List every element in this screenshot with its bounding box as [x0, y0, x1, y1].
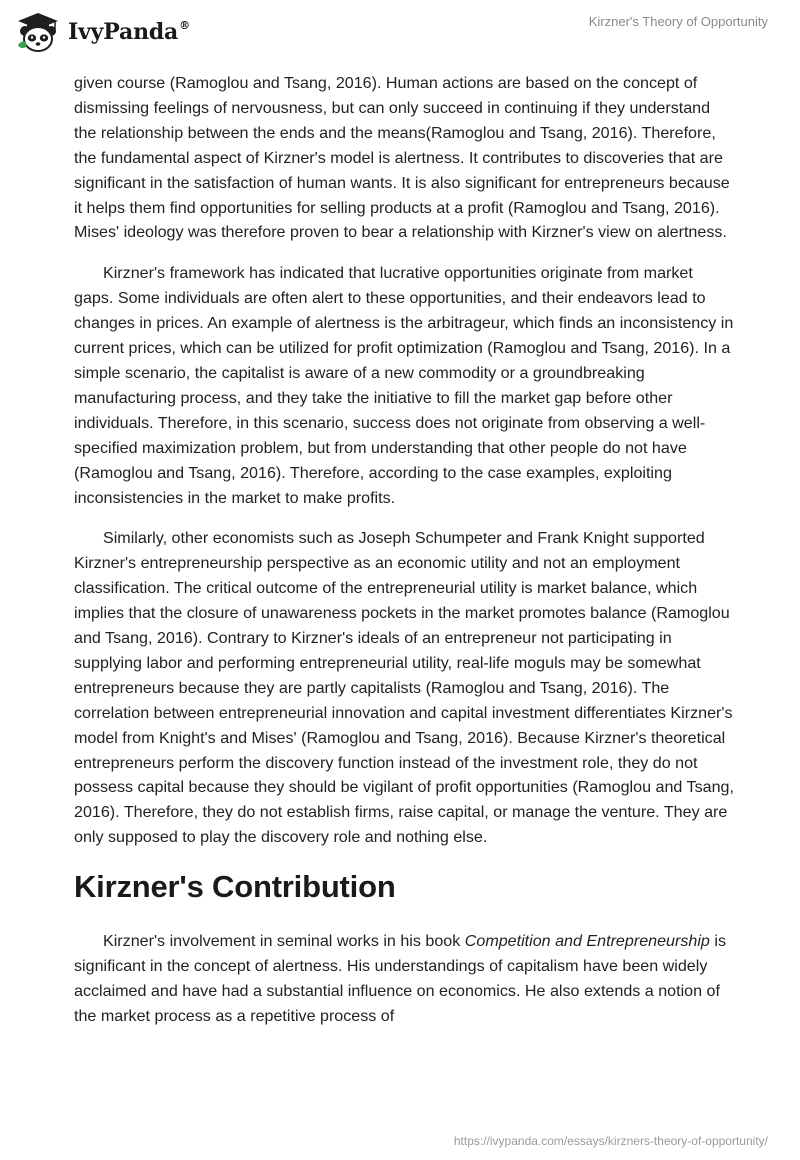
paragraph-lead: Kirzner's involvement in seminal works in his book: [103, 932, 465, 951]
essay-body: [74, 71, 734, 1045]
brand-name: IvyPanda®: [68, 18, 190, 45]
paragraph: [74, 929, 734, 1029]
document-title: Kirzner's Theory of Opportunity: [588, 14, 768, 29]
ivypanda-logo[interactable]: [14, 11, 190, 53]
section-heading: Kirzner's Contribution: [74, 869, 396, 905]
paragraph: Similarly, other economists such as Joseph Schumpeter and Frank Knight supported Kirzner's entrepreneurship perspective as an economic utility and not an employment classification. The critical outcome of the entrepreneurial utility is market balance, which implies that the closure of unawareness pockets in the market promotes balance (Ramoglou and Tsang, 2016). Contrary to Kirzner's ideals of an entrepreneur not participating in supplying labor and performing entrepreneurial utility, real-life moguls may be somewhat entrepreneurs because they are partly capitalists (Ramoglou and Tsang, 2016). The correlation between entrepreneurial innovation and capital investment differentiates Kirzner's model from Knight's and Mises' (Ramoglou and Tsang, 2016). Because Kirzner's theoretical entrepreneurs perform the discovery function instead of the investment role, they do not possess capital because they should be vigilant of profit opportunities (Ramoglou and Tsang, 2016). Therefore, they do not establish firms, raise capital, or manage the venture. They are only supposed to play the discovery role and nothing else.: [74, 529, 734, 847]
panda-graduate-icon: [14, 11, 62, 53]
page-header: [0, 0, 800, 70]
book-title: Competition and Entrepreneurship: [464, 932, 710, 951]
paragraph: given course (Ramoglou and Tsang, 2016). Human actions are based on the concept of dismissing feelings of nervousness, but can only succeed in continuing if they understand the relationship between the ends and the means(Ramoglou and Tsang, 2016). Therefore, the fundamental aspect of Kirzner's model is alertness. It contributes to discoveries that are significant in the satisfaction of human wants. It is also significant for entrepreneurs because it helps them find opportunities for selling products at a profit (Ramoglou and Tsang, 2016). Mises' ideology was therefore proven to bear a relationship with Kirzner's view on alertness.: [74, 74, 730, 242]
registered-mark: ®: [179, 18, 190, 32]
paragraph: Kirzner's framework has indicated that lucrative opportunities originate from market gaps. Some individuals are often alert to these opportunities, and their endeavors lead to changes in prices. An example of alertness is the arbitrageur, which finds an inconsistency in current prices, which can be utilized for profit optimization (Ramoglou and Tsang, 2016). In a simple scenario, the capitalist is aware of a new commodity or a groundbreaking manufacturing process, and they take the initiative to fill the market gap before other individuals. Therefore, in this scenario, success does not originate from observing a well-specified maximization problem, but from understanding that other people do not have (Ramoglou and Tsang, 2016). Therefore, according to the case examples, exploiting inconsistencies in the market to make profits.: [74, 264, 734, 507]
paragraph-rest: is significant in the concept of alertness. His understandings of capitalism have been widely acclaimed and have had a substantial influence on economics. He also extends a notion of the market process as a repetitive process of: [74, 932, 726, 1025]
source-url[interactable]: https://ivypanda.com/essays/kirzners-theory-of-opportunity/: [453, 1134, 768, 1148]
